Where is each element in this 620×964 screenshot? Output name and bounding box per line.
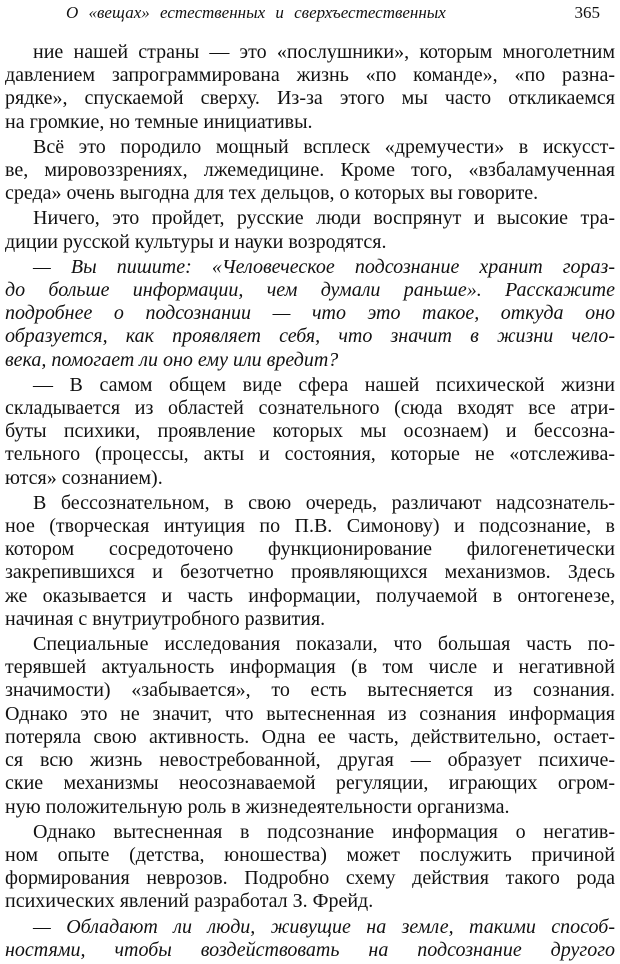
text-line: же оказывается и часть информации, получаемой в онтогенезе, (5, 584, 615, 607)
text-line: — Обладают ли люди, живущие на земле, такими способ- (33, 915, 615, 938)
text-line: котором сосредоточено функционирование филогенетически (5, 538, 615, 561)
text-line: ские механизмы неосознаваемой регуляции, играющих огром- (5, 772, 615, 795)
text-line: рядке», спускаемой сверху. Из-за этого мы часто откликаемся (5, 87, 615, 110)
paragraph (5, 374, 615, 490)
text-line: потеряла свою активность. Одна ее часть, действительно, остает- (5, 725, 615, 748)
text-line: буты психики, проявление которых мы осознаем) и бессозна- (5, 420, 615, 443)
paragraph (5, 821, 615, 914)
text-line: ние нашей страны — это «послушники», которым многолетним (33, 41, 615, 63)
question-paragraph (5, 256, 615, 372)
page-header (0, 2, 620, 24)
text-line: ную положительную роль в жизнедеятельности организма. (5, 795, 510, 818)
question-paragraph (5, 916, 615, 962)
text-line: значимости) «забывается», то есть вытесняется из сознания. (5, 679, 615, 702)
page-body (5, 41, 615, 964)
page-number: 365 (574, 3, 600, 22)
text-line: ются» сознанием). (5, 466, 163, 489)
text-line: ном опыте (детства, юношества) может послужить причиной (5, 843, 615, 866)
text-line: Специальные исследования показали, что большая часть по- (33, 633, 615, 656)
text-line: ное (творческая интуиция по П.В. Симонову) и подсознание, в (5, 515, 615, 538)
text-line: В бессознательном, в свою очередь, различают надсознатель- (33, 491, 615, 514)
text-line: психических явлений разработал З. Фрейд. (5, 890, 374, 913)
text-line: давлением запрограммирована жизнь «по команде», «по разна- (5, 64, 615, 87)
text-line: Всё это породило мощный всплеск «дремучести» в искусст- (33, 135, 615, 158)
text-line: закрепившихся и безотчетно проявляющихся механизмов. Здесь (5, 561, 615, 584)
text-line: века, помогает ли оно ему или вредит? (5, 348, 339, 371)
text-line: формирования неврозов. Подробно схему действия такого рода (5, 867, 615, 890)
text-line: терявшей актуальность информация (в том числе и негативной (5, 656, 615, 679)
text-line: подробнее о подсознании — что это такое, откуда оно (5, 302, 615, 325)
text-line: — В самом общем виде сфера нашей психической жизни (33, 373, 615, 396)
paragraph (5, 41, 615, 134)
text-line: — Вы пишите: «Человеческое подсознание хранит гораз- (33, 255, 615, 278)
text-line: до больше информации, чем думали раньше». Расскажите (5, 279, 615, 302)
text-line: Ничего, это пройдет, русские люди воспрянут и высокие тра- (33, 207, 615, 230)
text-line: образуется, как проявляет себя, что значит в жизни чело- (5, 325, 615, 348)
text-line: складывается из областей сознательного (сюда входят все атри- (5, 397, 615, 420)
text-line: среда» очень выгодна для тех дельцов, о которых вы говорите. (5, 182, 539, 205)
text-line: на громкие, но темные инициативы. (5, 110, 313, 133)
text-line: диции русской культуры и науки возродятся. (5, 230, 387, 253)
text-line: ностями, чтобы воздействовать на подсознание другого (5, 938, 615, 961)
paragraph (5, 136, 615, 206)
text-line: ся всю жизнь невостребованной, другая — образует психиче- (5, 749, 615, 772)
paragraph (5, 207, 615, 253)
text-line: Однако это не значит, что вытесненная из сознания информация (5, 702, 615, 725)
running-title: О «вещах» естественных и сверхъестественных (66, 3, 446, 22)
text-line: Однако вытесненная в подсознание информация о негатив- (33, 820, 615, 843)
text-line: тельного (процессы, акты и состояния, которые не «отслежива- (5, 443, 615, 466)
text-line: начиная с внутриутробного развития. (5, 607, 326, 630)
paragraph (5, 492, 615, 631)
paragraph (5, 633, 615, 819)
text-line: ве, мировоззрениях, лжемедицине. Кроме того, «взбаламученная (5, 159, 615, 182)
